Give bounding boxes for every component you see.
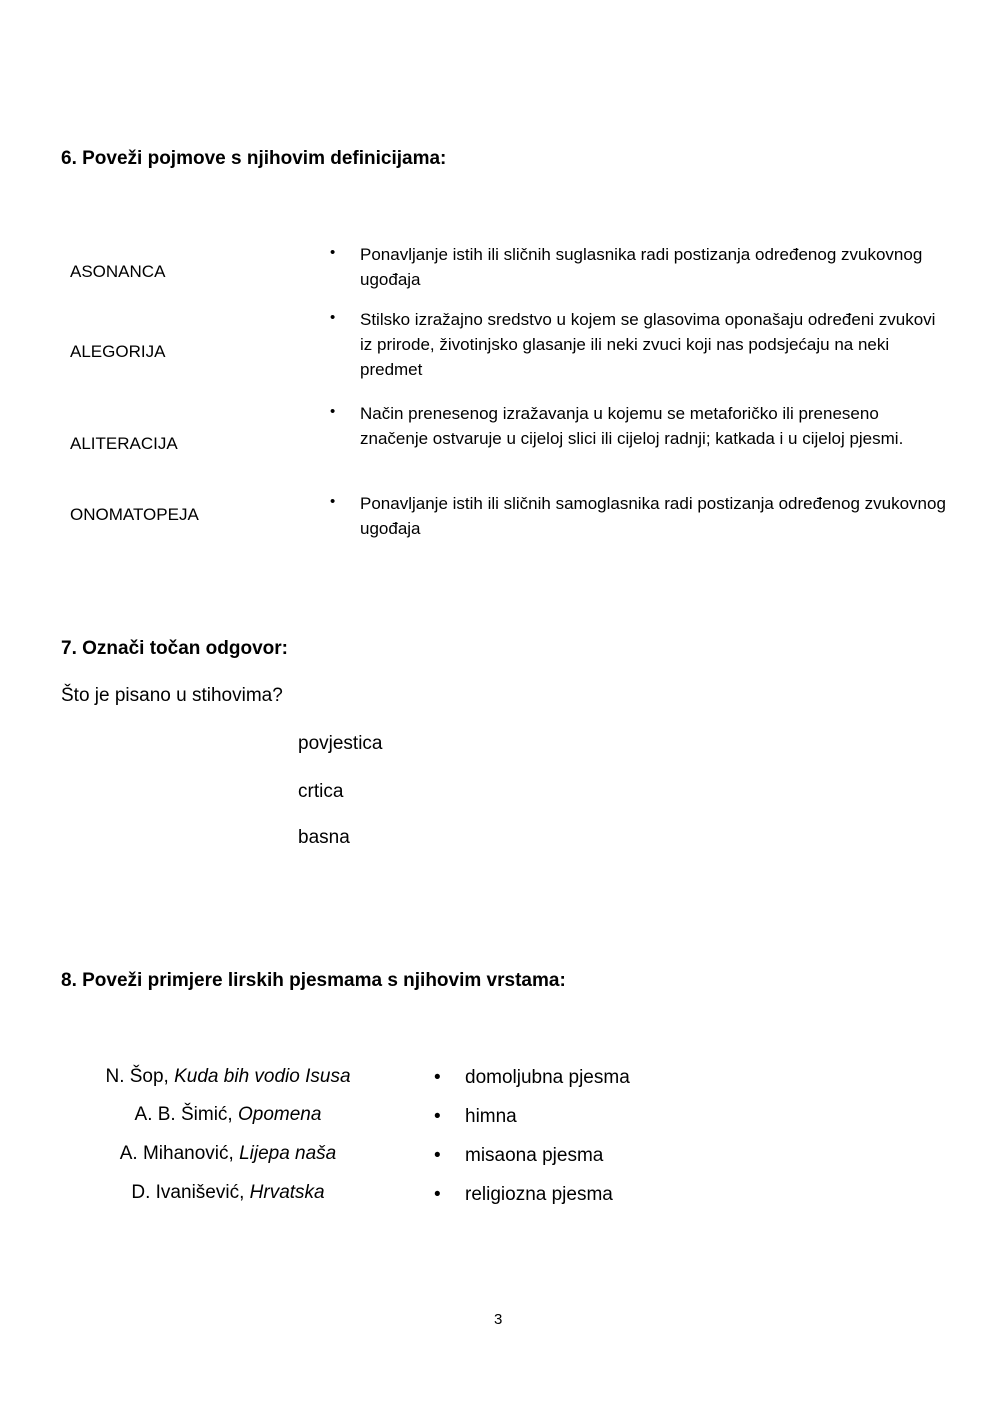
example-mihanovic: A. Mihanović, Lijepa naša xyxy=(119,1143,337,1164)
term-aliteracija: ALITERACIJA xyxy=(70,434,178,453)
question-text: Što je pisano u stihovima? xyxy=(61,685,283,706)
bullet-icon: • xyxy=(330,403,336,420)
definition-1: Ponavljanje istih ili sličnih suglasnika radi postizanja određenog zvukovnog ugođaja xyxy=(360,245,923,289)
definition-3: Način prenesenog izražavanja u kojemu se metaforičko ili preneseno značenje ostvaruje u cijeloj slici ili cijeloj radnji; katkada i u cijeloj pjesmi. xyxy=(360,404,904,448)
bullet-icon: • xyxy=(330,309,336,326)
term-asonanca: ASONANCA xyxy=(70,262,166,281)
definition-2: Stilsko izražajno sredstvo u kojem se glasovima oponašaju određeni zvukovi iz prirode, životinjsko glasanje ili neki zvuci koji nas podsjećaju na neki predmet xyxy=(360,310,936,379)
bullet-icon: • xyxy=(330,493,336,510)
example-sop: N. Šop, Kuda bih vodio Isusa xyxy=(105,1066,351,1087)
kind-religiozna: religiozna pjesma xyxy=(465,1184,613,1205)
term-onomatopeja: ONOMATOPEJA xyxy=(70,505,199,524)
example-ivanisevic: D. Ivanišević, Hrvatska xyxy=(131,1182,325,1203)
kind-misaona: misaona pjesma xyxy=(465,1145,604,1166)
bullet-icon: • xyxy=(434,1106,441,1127)
option-crtica[interactable]: crtica xyxy=(298,781,344,802)
section-7-heading: 7. Označi točan odgovor: xyxy=(61,638,288,659)
kind-himna: himna xyxy=(465,1106,517,1127)
bullet-icon: • xyxy=(434,1067,441,1088)
example-simic: A. B. Šimić, Opomena xyxy=(134,1104,322,1125)
option-povjestica[interactable]: povjestica xyxy=(298,733,383,754)
section-6-heading: 6. Poveži pojmove s njihovim definicijama: xyxy=(61,148,447,169)
term-alegorija: ALEGORIJA xyxy=(70,342,166,361)
section-8-heading: 8. Poveži primjere lirskih pjesmama s njihovim vrstama: xyxy=(61,970,566,991)
option-basna[interactable]: basna xyxy=(298,827,350,848)
bullet-icon: • xyxy=(434,1184,441,1205)
page-number: 3 xyxy=(494,1311,503,1328)
bullet-icon: • xyxy=(434,1145,441,1166)
bullet-icon: • xyxy=(330,244,336,261)
definition-4: Ponavljanje istih ili sličnih samoglasnika radi postizanja određenog zvukovnog ugođaja xyxy=(360,494,946,538)
kind-domoljubna: domoljubna pjesma xyxy=(465,1067,630,1088)
